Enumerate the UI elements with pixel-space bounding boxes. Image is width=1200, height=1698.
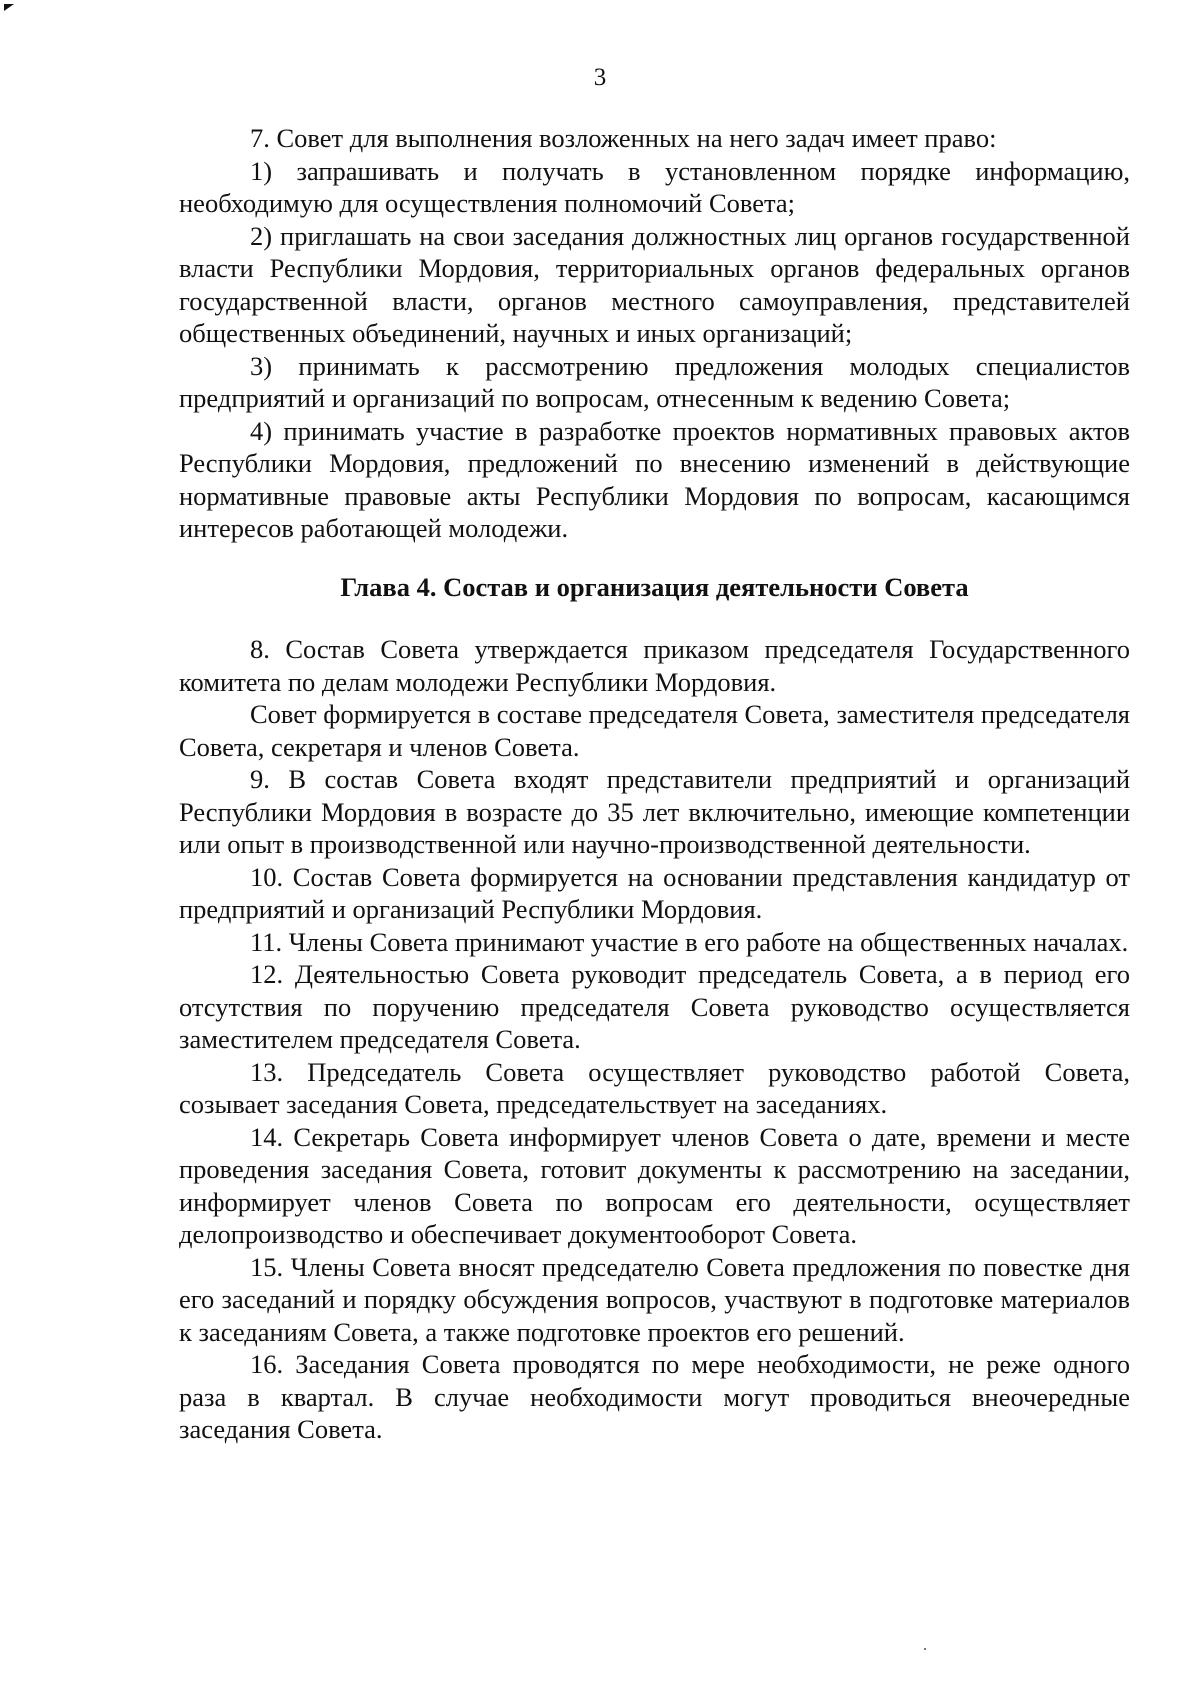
paragraph-12: 12. Деятельностью Совета руководит председатель Совета, а в период его отсутствия по поручению председателя Совета руководство осуществляется заместителем председателя Совета. — [179, 959, 1130, 1054]
paragraph-7-item-3: 3) принимать к рассмотрению предложения молодых специалистов предприятий и организаций по вопросам, отнесенным к ведению Совета; — [179, 350, 1130, 413]
paragraph-7-intro: 7. Совет для выполнения возложенных на него задач имеет право: — [250, 123, 997, 153]
paragraph-7-item-1: 1) запрашивать и получать в установленном порядке информацию, необходимую для осуществления полномочий Совета; — [179, 155, 1130, 218]
scan-speck — [924, 1648, 926, 1650]
paragraph-7-item-2: 2) приглашать на свои заседания должностных лиц органов государственной власти Республики Мордовия, территориальных органов федеральных органов государственной власти, органов местного самоуправления, представителей общественных объединений, научных и иных организаций; — [179, 220, 1130, 348]
paragraph-16: 16. Заседания Совета проводятся по мере необходимости, не реже одного раза в квартал. В случае необходимости могут проводиться внеочередные заседания Совета. — [179, 1349, 1130, 1444]
scan-corner-mark — [4, 4, 14, 11]
paragraph-14: 14. Секретарь Совета информирует членов Совета о дате, времени и месте проведения заседания Совета, готовит документы к рассмотрению на заседании, информирует членов Совета по вопросам его деятельности, осуществляет делопроизводство и обеспечивает документооборот Совета. — [179, 1121, 1130, 1249]
paragraph-15: 15. Члены Совета вносят председателю Совета предложения по повестке дня его заседаний и порядку обсуждения вопросов, участвуют в подготовке материалов к заседаниям Совета, а также подготовке проектов его решений. — [179, 1251, 1130, 1347]
paragraph-7-item-4: 4) принимать участие в разработке проектов нормативных правовых актов Республики Мордовия, предложений по внесению изменений в действующие нормативные правовые акты Республики Мордовия по вопросам, касающимся интересов работающей молодежи. — [179, 415, 1130, 543]
chapter-heading: Глава 4. Состав и организация деятельности Совета — [340, 571, 969, 602]
page-number: 3 — [593, 64, 607, 91]
paragraph-8: 8. Состав Совета утверждается приказом председателя Государственного комитета по делам молодежи Республики Мордовия. — [179, 634, 1130, 697]
paragraph-10: 10. Состав Совета формируется на основании представления кандидатур от предприятий и организаций Республики Мордовия. — [179, 861, 1130, 924]
paragraph-11: 11. Члены Совета принимают участие в его работе на общественных началах. — [250, 926, 1129, 957]
paragraph-8-continued: Совет формируется в составе председателя Совета, заместителя председателя Совета, секретаря и членов Совета. — [179, 699, 1130, 762]
paragraph-9: 9. В состав Совета входят представители предприятий и организаций Республики Мордовия в возрасте до 35 лет включительно, имеющие компетенции или опыт в производственной или научно-производственной деятельности. — [179, 764, 1130, 859]
document-body — [179, 122, 1130, 1446]
paragraph-13: 13. Председатель Совета осуществляет руководство работой Совета, созывает заседания Совета, председательствует на заседаниях. — [179, 1056, 1130, 1119]
